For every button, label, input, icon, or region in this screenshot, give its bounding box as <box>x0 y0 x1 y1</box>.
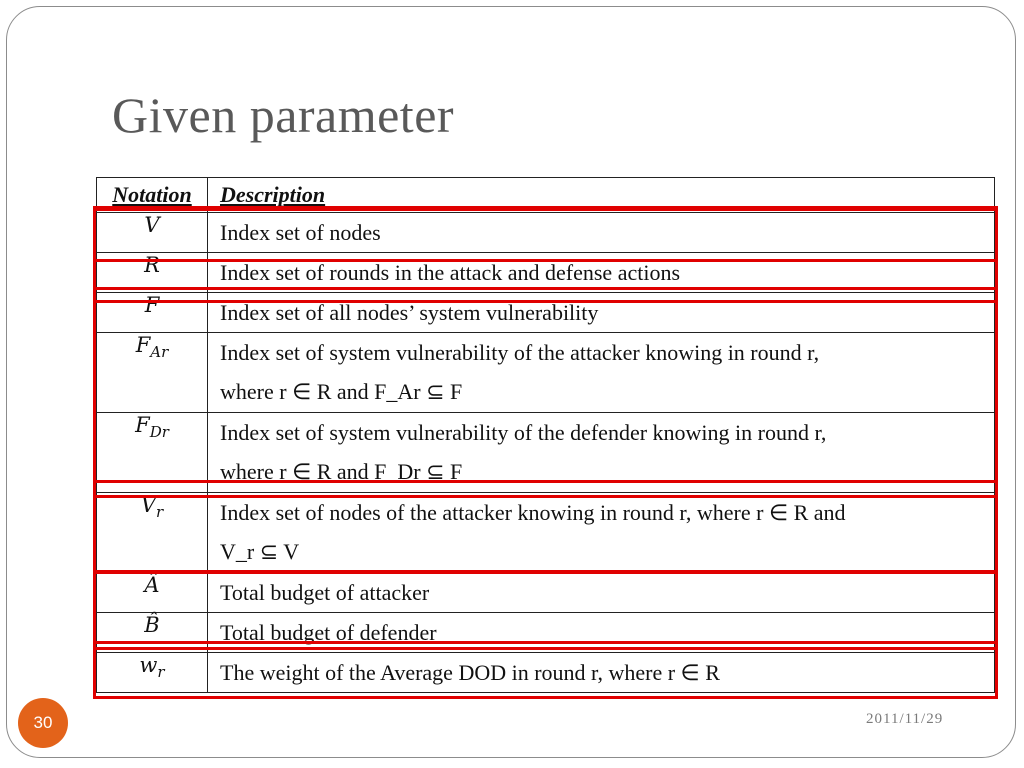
notation-cell: $w_r$ <box>97 653 208 693</box>
table-row <box>97 613 995 653</box>
description-cell: Index set of system vulnerability of the defender knowing in round r, where r ∈ R and F_Dr ⊆ F <box>208 413 995 493</box>
description-cell: Index set of nodes of the attacker knowing in round r, where r ∈ R and V_r ⊆ V <box>208 493 995 573</box>
table-row <box>97 333 995 413</box>
notation-cell: B̂ <box>97 613 208 653</box>
header-notation: Notation <box>97 178 208 213</box>
notation-cell: R <box>97 253 208 293</box>
description-cell: Total budget of attacker <box>208 573 995 613</box>
notation-cell: V <box>97 213 208 253</box>
notation-cell: Â <box>97 573 208 613</box>
table-row <box>97 493 995 573</box>
slide-title: Given parameter <box>112 87 455 143</box>
slide-date: 2011/11/29 <box>866 711 944 727</box>
notation-cell: $F_{Dr}$ <box>97 413 208 493</box>
header-description: Description <box>208 178 995 213</box>
description-cell: Index set of nodes <box>208 213 995 253</box>
table-row <box>97 413 995 493</box>
table-header-row <box>97 178 995 213</box>
notation-cell: F <box>97 293 208 333</box>
page-number-badge: 30 <box>18 698 68 748</box>
notation-cell: $F_{Ar}$ <box>97 333 208 413</box>
description-cell: Total budget of defender <box>208 613 995 653</box>
table-row <box>97 653 995 693</box>
parameter-table <box>96 177 995 693</box>
description-cell: Index set of system vulnerability of the attacker knowing in round r, where r ∈ R and F_Ar ⊆ F <box>208 333 995 413</box>
description-cell: Index set of all nodes’ system vulnerability <box>208 293 995 333</box>
description-cell: Index set of rounds in the attack and defense actions <box>208 253 995 293</box>
notation-cell: $V_r$ <box>97 493 208 573</box>
description-cell: The weight of the Average DOD in round r, where r ∈ R <box>208 653 995 693</box>
table-row <box>97 213 995 253</box>
table-row <box>97 293 995 333</box>
table-row <box>97 253 995 293</box>
table-row <box>97 573 995 613</box>
